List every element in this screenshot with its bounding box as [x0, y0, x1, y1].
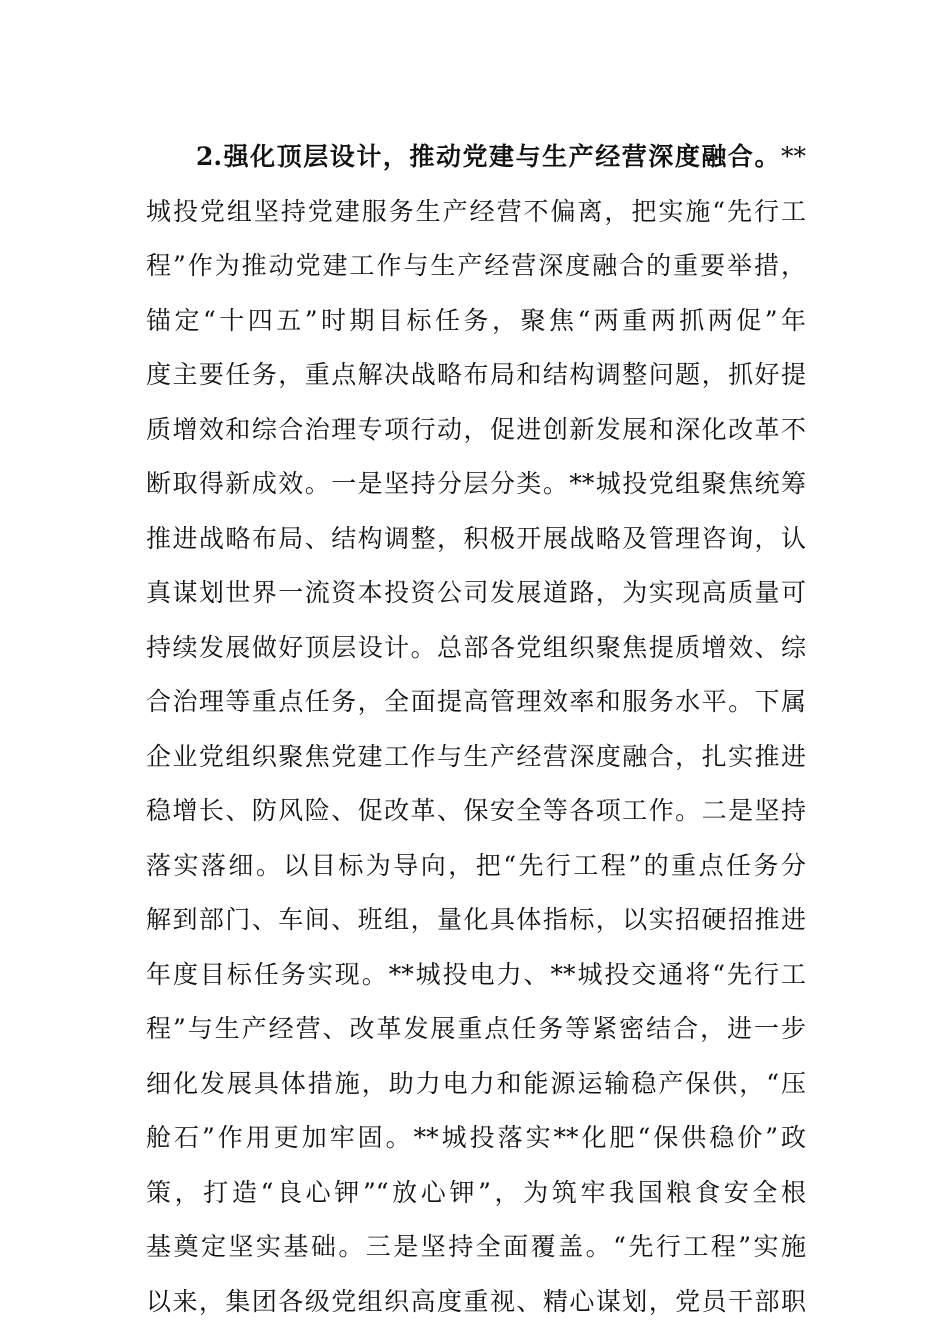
- paragraph-line: 策，打造“良心钾”“放心钾”，为筑牢我国粮食安全根: [146, 1177, 806, 1207]
- paragraph-line: 合治理等重点任务，全面提高管理效率和服务水平。下属: [146, 687, 806, 716]
- paragraph-line: 锚定“十四五”时期目标任务，聚焦“两重两抓两促”年: [146, 305, 806, 335]
- section-heading: 2.强化顶层设计，推动党建与生产经营深度融合。: [196, 142, 781, 171]
- paragraph-line: 基奠定坚实基础。三是坚持全面覆盖。“先行工程”实施: [146, 1232, 806, 1261]
- paragraph-line: 程”与生产经营、改革发展重点任务等紧密结合，进一步: [146, 1014, 806, 1043]
- paragraph-line: 真谋划世界一流资本投资公司发展道路，为实现高质量可: [146, 578, 806, 607]
- paragraph-line: 解到部门、车间、班组，量化具体指标，以实招硬招推进: [146, 905, 806, 934]
- paragraph-line: 企业党组织聚焦党建工作与生产经营深度融合，扎实推进: [146, 741, 806, 771]
- paragraph-line: 持续发展做好顶层设计。总部各党组织聚焦提质增效、综: [146, 632, 806, 662]
- body-text: [146, 130, 806, 1329]
- paragraph-line: 舱石”作用更加牢固。**城投落实**化肥“保供稳价”政: [146, 1123, 806, 1152]
- paragraph-line: 推进战略布局、结构调整，积极开展战略及管理咨询，认: [146, 523, 806, 553]
- paragraph-line: 年度目标任务实现。**城投电力、**城投交通将“先行工: [146, 959, 806, 989]
- paragraph-line-1: [146, 130, 806, 185]
- paragraph-line: 稳增长、防风险、促改革、保安全等各项工作。二是坚持: [146, 796, 806, 825]
- paragraph-line: 度主要任务，重点解决战略布局和结构调整问题，抓好提: [146, 360, 806, 389]
- paragraph-line: 断取得新成效。一是坚持分层分类。**城投党组聚焦统筹: [146, 469, 806, 498]
- paragraph-line: 质增效和综合治理专项行动，促进创新发展和深化改革不: [146, 414, 806, 444]
- paragraph-line: 落实落细。以目标为导向，把“先行工程”的重点任务分: [146, 850, 806, 880]
- line-text: **: [781, 142, 806, 171]
- paragraph-line: 以来，集团各级党组织高度重视、精心谋划，党员干部职: [146, 1286, 806, 1316]
- paragraph-line: 程”作为推动党建工作与生产经营深度融合的重要举措，: [146, 251, 806, 280]
- paragraph-line: 细化发展具体措施，助力电力和能源运输稳产保供，“压: [146, 1068, 806, 1098]
- paragraph-line: 城投党组坚持党建服务生产经营不偏离，把实施“先行工: [146, 196, 806, 226]
